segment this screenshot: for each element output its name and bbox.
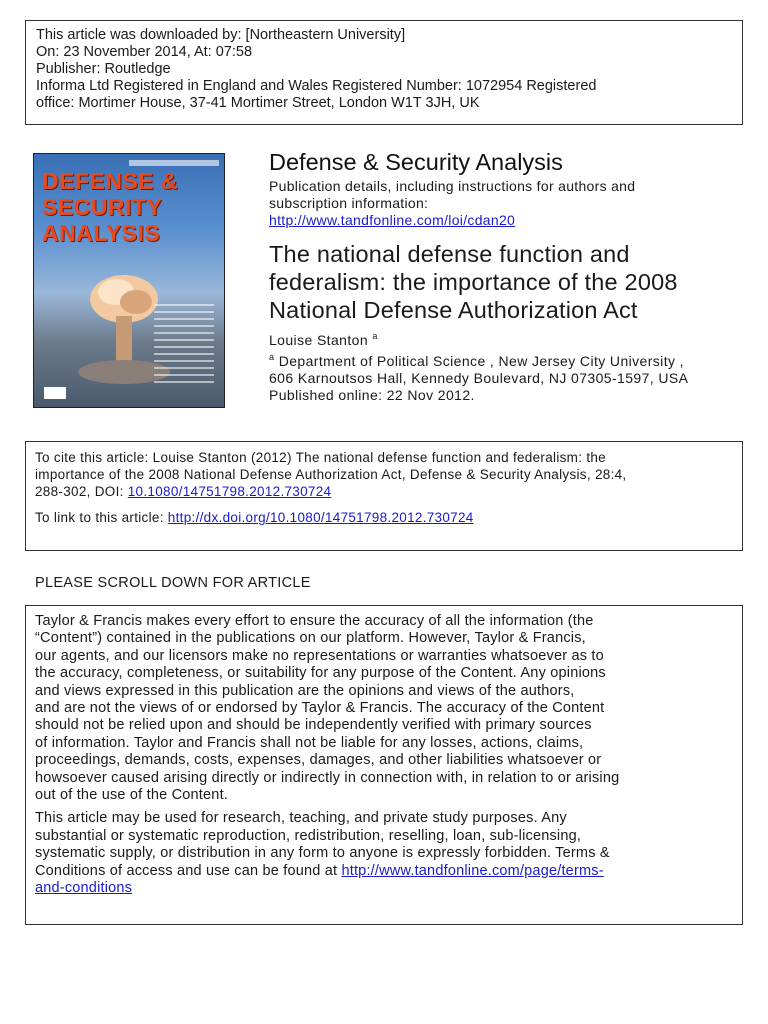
author-name: Louise Stanton bbox=[269, 332, 369, 348]
disclaimer-line: our agents, and our licensors make no representations or warranties whatsoever as to bbox=[35, 647, 604, 664]
journal-cover-image bbox=[33, 153, 225, 408]
citation-box bbox=[25, 441, 743, 551]
download-notice-box bbox=[25, 20, 743, 125]
publisher-logo-icon bbox=[44, 387, 66, 399]
disclaimer-line: howsoever caused arising directly or indirectly in connection with, in relation to or arising bbox=[35, 769, 620, 786]
author-line bbox=[269, 328, 378, 349]
affiliation-marker: a bbox=[269, 352, 275, 362]
usage-line: Conditions of access and use can be found at bbox=[35, 862, 342, 879]
affiliation-line: 606 Karnoutsos Hall, Kennedy Boulevard, NJ 07305-1597, USA bbox=[269, 370, 689, 386]
disclaimer-line: proceedings, demands, costs, expenses, damages, and other liabilities whatsoever or bbox=[35, 752, 602, 769]
publication-details-line: Publication details, including instructions for authors and bbox=[269, 178, 636, 194]
terms-link[interactable]: http://www.tandfonline.com/page/terms- bbox=[341, 862, 604, 879]
download-notice-line: Publisher: Routledge bbox=[36, 61, 171, 77]
disclaimer-line: out of the use of the Content. bbox=[35, 787, 229, 804]
terms-link-continued[interactable]: and-conditions bbox=[35, 880, 133, 897]
journal-url-link[interactable]: http://www.tandfonline.com/loi/cdan20 bbox=[269, 212, 516, 228]
usage-line: substantial or systematic reproduction, redistribution, reselling, loan, sub-licensing, bbox=[35, 827, 582, 844]
disclaimer-line: Taylor & Francis makes every effort to ensure the accuracy of all the information (the bbox=[35, 613, 594, 629]
journal-name: Defense & Security Analysis bbox=[269, 149, 563, 175]
doi-link[interactable]: 10.1080/14751798.2012.730724 bbox=[127, 484, 332, 499]
citation-line: 288-302, DOI: bbox=[35, 484, 128, 499]
affiliation-line: Department of Political Science , New Jersey City University , bbox=[278, 353, 684, 369]
usage-line: systematic supply, or distribution in any form to anyone is expressly forbidden. Terms & bbox=[35, 845, 610, 862]
disclaimer-line: and are not the views of or endorsed by Taylor & Francis. The accuracy of the Content bbox=[35, 700, 605, 717]
published-online: Published online: 22 Nov 2012. bbox=[269, 387, 475, 403]
citation-line: importance of the 2008 National Defense Authorization Act, Defense & Security Analysis, 28:4, bbox=[35, 467, 627, 482]
citation-line: To cite this article: Louise Stanton (2012) The national defense function and federalism: the bbox=[35, 450, 606, 465]
usage-line: This article may be used for research, teaching, and private study purposes. Any bbox=[35, 810, 567, 827]
publication-details bbox=[269, 178, 635, 229]
disclaimer-line: of information. Taylor and Francis shall not be liable for any losses, actions, claims, bbox=[35, 734, 584, 751]
article-doi-url-link[interactable]: http://dx.doi.org/10.1080/14751798.2012.730724 bbox=[167, 510, 474, 525]
disclaimer-line: should not be relied upon and should be independently verified with primary sources bbox=[35, 717, 592, 734]
author-affiliation-marker: a bbox=[372, 331, 378, 341]
disclaimer-line: and views expressed in this publication are the opinions and views of the authors, bbox=[35, 682, 575, 699]
link-label: To link to this article: bbox=[35, 510, 168, 525]
scroll-down-notice: PLEASE SCROLL DOWN FOR ARTICLE bbox=[35, 575, 311, 591]
disclaimer-box bbox=[25, 605, 743, 925]
cover-text-block bbox=[154, 304, 214, 384]
download-notice-line: This article was downloaded by: [Northeastern University] bbox=[36, 27, 406, 43]
article-title: The national defense function and federalism: the importance of the 2008 National Defense Authorization Act bbox=[269, 241, 678, 323]
publication-details-line: subscription information: bbox=[269, 195, 429, 211]
disclaimer-line: the accuracy, completeness, or suitability for any purpose of the Content. Any opinions bbox=[35, 665, 606, 682]
cover-header-strip bbox=[129, 160, 219, 166]
download-notice-line: office: Mortimer House, 37-41 Mortimer Street, London W1T 3JH, UK bbox=[36, 95, 480, 111]
cover-title: DEFENSE & SECURITY ANALYSIS bbox=[42, 168, 179, 246]
download-notice-line: Informa Ltd Registered in England and Wales Registered Number: 1072954 Registered bbox=[36, 78, 597, 94]
disclaimer-line: “Content”) contained in the publications on our platform. However, Taylor & Francis, bbox=[35, 630, 586, 647]
affiliation-block bbox=[269, 349, 688, 404]
download-notice-line: On: 23 November 2014, At: 07:58 bbox=[36, 44, 253, 60]
